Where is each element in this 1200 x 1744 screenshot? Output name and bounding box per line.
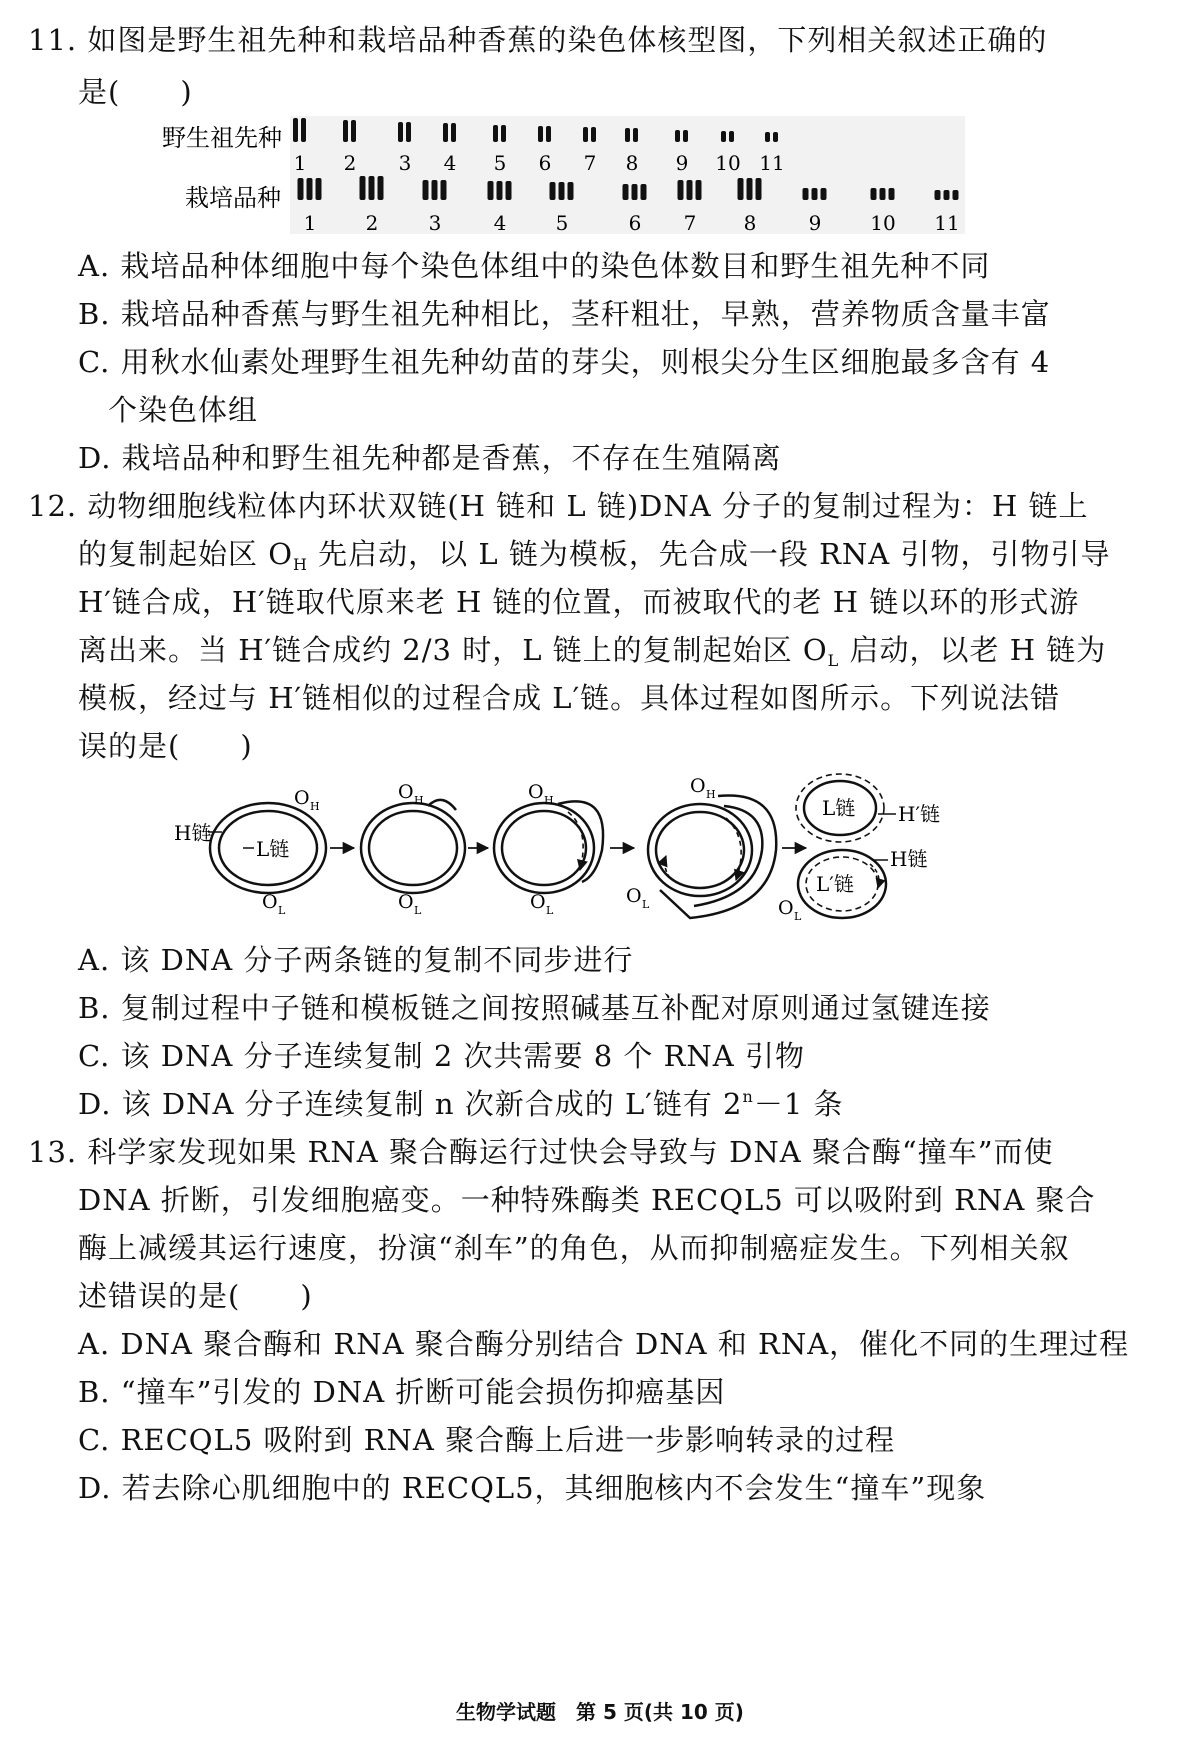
chromosome bbox=[683, 130, 688, 142]
chromosome bbox=[880, 188, 886, 200]
chromosome bbox=[398, 122, 403, 142]
karyotype-number: 6 bbox=[538, 151, 552, 175]
karyotype-number: 4 bbox=[443, 151, 457, 175]
chromosome bbox=[678, 180, 684, 200]
chromosome bbox=[378, 176, 384, 200]
chromosome bbox=[546, 126, 551, 142]
chromosome bbox=[298, 178, 304, 200]
chromosome bbox=[497, 181, 503, 200]
chromosome bbox=[675, 130, 680, 142]
karyotype-number: 6 bbox=[628, 211, 642, 235]
svg-text:L: L bbox=[278, 904, 286, 917]
q13-option-a[interactable]: A. DNA 聚合酶和 RNA 聚合酶分别结合 DNA 和 RNA，催化不同的生理过程 bbox=[78, 1327, 1130, 1361]
karyotype-number: 3 bbox=[398, 151, 412, 175]
svg-text:H: H bbox=[414, 794, 424, 807]
karyotype-number: 3 bbox=[428, 211, 442, 235]
q11-stem-line2: 是( ) bbox=[78, 75, 193, 109]
chromosome bbox=[493, 125, 498, 142]
wild-label: 野生祖先种 bbox=[162, 124, 282, 152]
svg-text:O: O bbox=[398, 891, 414, 913]
dna-replication-figure bbox=[170, 770, 990, 930]
l-chain-label: L链 bbox=[256, 837, 290, 861]
chromosome bbox=[729, 131, 734, 142]
cult-label: 栽培品种 bbox=[185, 184, 281, 212]
q11-option-a[interactable]: A. 栽培品种体细胞中每个染色体组中的染色体数目和野生祖先种不同 bbox=[78, 249, 991, 283]
chromosome bbox=[406, 122, 411, 142]
q13-stem-line2: DNA 折断，引发细胞癌变。一种特殊酶类 RECQL5 可以吸附到 RNA 聚合 bbox=[78, 1183, 1096, 1217]
svg-text:L: L bbox=[546, 904, 554, 917]
q11-option-c[interactable]: C. 用秋水仙素处理野生祖先种幼苗的芽尖，则根尖分生区细胞最多含有 4 bbox=[78, 345, 1051, 379]
svg-text:L: L bbox=[414, 904, 422, 917]
karyotype-number: 1 bbox=[303, 211, 317, 235]
chromosome bbox=[559, 182, 565, 200]
chromosome bbox=[765, 132, 770, 142]
q12-stem-line4: 离出来。当 H′链合成约 2/3 时，L 链上的复制起始区 $O_L$ 启动，以老 H 链为 bbox=[78, 633, 1107, 670]
karyotype-number: 4 bbox=[493, 211, 507, 235]
svg-text:L: L bbox=[794, 910, 802, 923]
q12-stem-line3: H′链合成，H′链取代原来老 H 链的位置，而被取代的老 H 链以环的形式游 bbox=[78, 585, 1080, 619]
chromosome bbox=[432, 180, 438, 200]
chromosome bbox=[738, 178, 744, 200]
q12-option-a[interactable]: A. 该 DNA 分子两条链的复制不同步进行 bbox=[78, 943, 634, 977]
stage4-oh bbox=[690, 775, 716, 801]
karyotype-number: 8 bbox=[743, 211, 757, 235]
h-chain-label-2: H链 bbox=[890, 847, 928, 871]
chromosome bbox=[423, 180, 429, 200]
q13-stem-line4: 述错误的是( ) bbox=[78, 1279, 313, 1313]
q11-option-c-cont: 个染色体组 bbox=[108, 393, 259, 427]
chromosome bbox=[623, 184, 629, 200]
chromosome bbox=[293, 118, 298, 142]
svg-text:O: O bbox=[530, 891, 546, 913]
chromosome bbox=[488, 181, 494, 200]
karyotype-number: 8 bbox=[625, 151, 639, 175]
chromosome bbox=[369, 176, 375, 200]
karyotype-number: 7 bbox=[583, 151, 597, 175]
karyotype-number: 10 bbox=[715, 151, 741, 175]
q13-stem-line1: 13. 科学家发现如果 RNA 聚合酶运行过快会导致与 DNA 聚合酶“撞车”而使 bbox=[28, 1135, 1054, 1169]
svg-text:H: H bbox=[544, 794, 554, 807]
q12-option-d[interactable]: D. 该 DNA 分子连续复制 n 次新合成的 L′链有 $2^n-1$ 条 bbox=[78, 1087, 844, 1121]
chromosome bbox=[633, 128, 638, 142]
karyotype-figure bbox=[150, 112, 980, 242]
stage5-ol bbox=[778, 897, 802, 923]
svg-text:L: L bbox=[642, 898, 650, 911]
stage4-ol bbox=[626, 885, 650, 911]
svg-text:H: H bbox=[706, 788, 716, 801]
chromosome bbox=[550, 182, 556, 200]
q12-stem-line5: 模板，经过与 H′链相似的过程合成 L′链。具体过程如图所示。下列说法错 bbox=[78, 681, 1061, 715]
karyotype-number: 11 bbox=[934, 211, 960, 235]
chromosome bbox=[721, 131, 726, 142]
chromosome bbox=[625, 128, 630, 142]
chromosome bbox=[443, 123, 448, 142]
chromosome bbox=[360, 176, 366, 200]
h-chain-label: H链 bbox=[174, 821, 212, 845]
l-prime-label: L′链 bbox=[816, 872, 854, 896]
svg-text:O: O bbox=[398, 781, 414, 803]
q11-option-d[interactable]: D. 栽培品种和野生祖先种都是香蕉，不存在生殖隔离 bbox=[78, 441, 782, 475]
karyotype-number: 9 bbox=[808, 211, 822, 235]
q12-stem-line6: 误的是( ) bbox=[78, 729, 253, 763]
chromosome bbox=[641, 184, 647, 200]
chromosome bbox=[506, 181, 512, 200]
q11-option-b[interactable]: B. 栽培品种香蕉与野生祖先种相比，茎秆粗壮，早熟，营养物质含量丰富 bbox=[78, 297, 1051, 331]
chromosome bbox=[953, 190, 959, 200]
chromosome bbox=[756, 178, 762, 200]
q13-option-b[interactable]: B. “撞车”引发的 DNA 折断可能会损伤抑癌基因 bbox=[78, 1375, 726, 1409]
karyotype-number: 5 bbox=[555, 211, 569, 235]
karyotype-number: 9 bbox=[675, 151, 689, 175]
svg-text:O: O bbox=[262, 891, 278, 913]
chromosome bbox=[301, 118, 306, 142]
svg-text:O: O bbox=[528, 781, 544, 803]
q11-stem-line1: 11. 如图是野生祖先种和栽培品种香蕉的染色体核型图，下列相关叙述正确的 bbox=[28, 23, 1048, 57]
chromosome bbox=[501, 125, 506, 142]
chromosome bbox=[632, 184, 638, 200]
chromosome bbox=[441, 180, 447, 200]
svg-text:H: H bbox=[310, 800, 320, 813]
chromosome bbox=[351, 120, 356, 142]
karyotype-number: 2 bbox=[365, 211, 379, 235]
chromosome bbox=[307, 178, 313, 200]
stage2-ol bbox=[398, 891, 422, 917]
q13-stem-line3: 酶上减缓其运行速度，扮演“刹车”的角色，从而抑制癌症发生。下列相关叙 bbox=[78, 1231, 1070, 1265]
q12-option-b[interactable]: B. 复制过程中子链和模板链之间按照碱基互补配对原则通过氢键连接 bbox=[78, 991, 991, 1025]
chromosome bbox=[451, 123, 456, 142]
chromosome bbox=[871, 188, 877, 200]
chromosome bbox=[812, 188, 818, 200]
chromosome bbox=[935, 190, 941, 200]
q12-stem-line1: 12. 动物细胞线粒体内环状双链(H 链和 L 链)DNA 分子的复制过程为：H 链上 bbox=[28, 489, 1089, 523]
chromosome bbox=[803, 188, 809, 200]
chromosome bbox=[583, 127, 588, 142]
svg-text:O: O bbox=[690, 775, 706, 797]
chromosome bbox=[316, 178, 322, 200]
chromosome bbox=[773, 132, 778, 142]
page-footer: 生物学试题 第 5 页(共 10 页) bbox=[456, 1700, 744, 1724]
chromosome bbox=[687, 180, 693, 200]
svg-text:O: O bbox=[294, 787, 310, 809]
svg-text:O: O bbox=[626, 885, 642, 907]
chromosome bbox=[889, 188, 895, 200]
karyotype-number: 1 bbox=[293, 151, 307, 175]
chromosome bbox=[343, 120, 348, 142]
chromosome bbox=[696, 180, 702, 200]
chromosome bbox=[591, 127, 596, 142]
chromosome bbox=[821, 188, 827, 200]
chromosome bbox=[944, 190, 950, 200]
karyotype-number: 7 bbox=[683, 211, 697, 235]
q13-option-c[interactable]: C. RECQL5 吸附到 RNA 聚合酶上后进一步影响转录的过程 bbox=[78, 1423, 896, 1457]
karyotype-number: 5 bbox=[493, 151, 507, 175]
q13-option-d[interactable]: D. 若去除心肌细胞中的 RECQL5，其细胞核内不会发生“撞车”现象 bbox=[78, 1471, 987, 1505]
stage1-ol bbox=[262, 891, 286, 917]
h-prime-label: H′链 bbox=[898, 802, 940, 826]
chromosome bbox=[568, 182, 574, 200]
chromosome bbox=[747, 178, 753, 200]
karyotype-number: 2 bbox=[343, 151, 357, 175]
stage3-ol bbox=[530, 891, 554, 917]
q12-option-c[interactable]: C. 该 DNA 分子连续复制 2 次共需要 8 个 RNA 引物 bbox=[78, 1039, 805, 1073]
karyotype-number: 11 bbox=[759, 151, 785, 175]
q12-stem-line2: 的复制起始区 $O_H$ 先启动，以 L 链为模板，先合成一段 RNA 引物，引物引导 bbox=[78, 537, 1111, 574]
l-chain-label-2: L链 bbox=[822, 796, 856, 820]
svg-text:O: O bbox=[778, 897, 794, 919]
karyotype-number: 10 bbox=[870, 211, 896, 235]
chromosome bbox=[538, 126, 543, 142]
